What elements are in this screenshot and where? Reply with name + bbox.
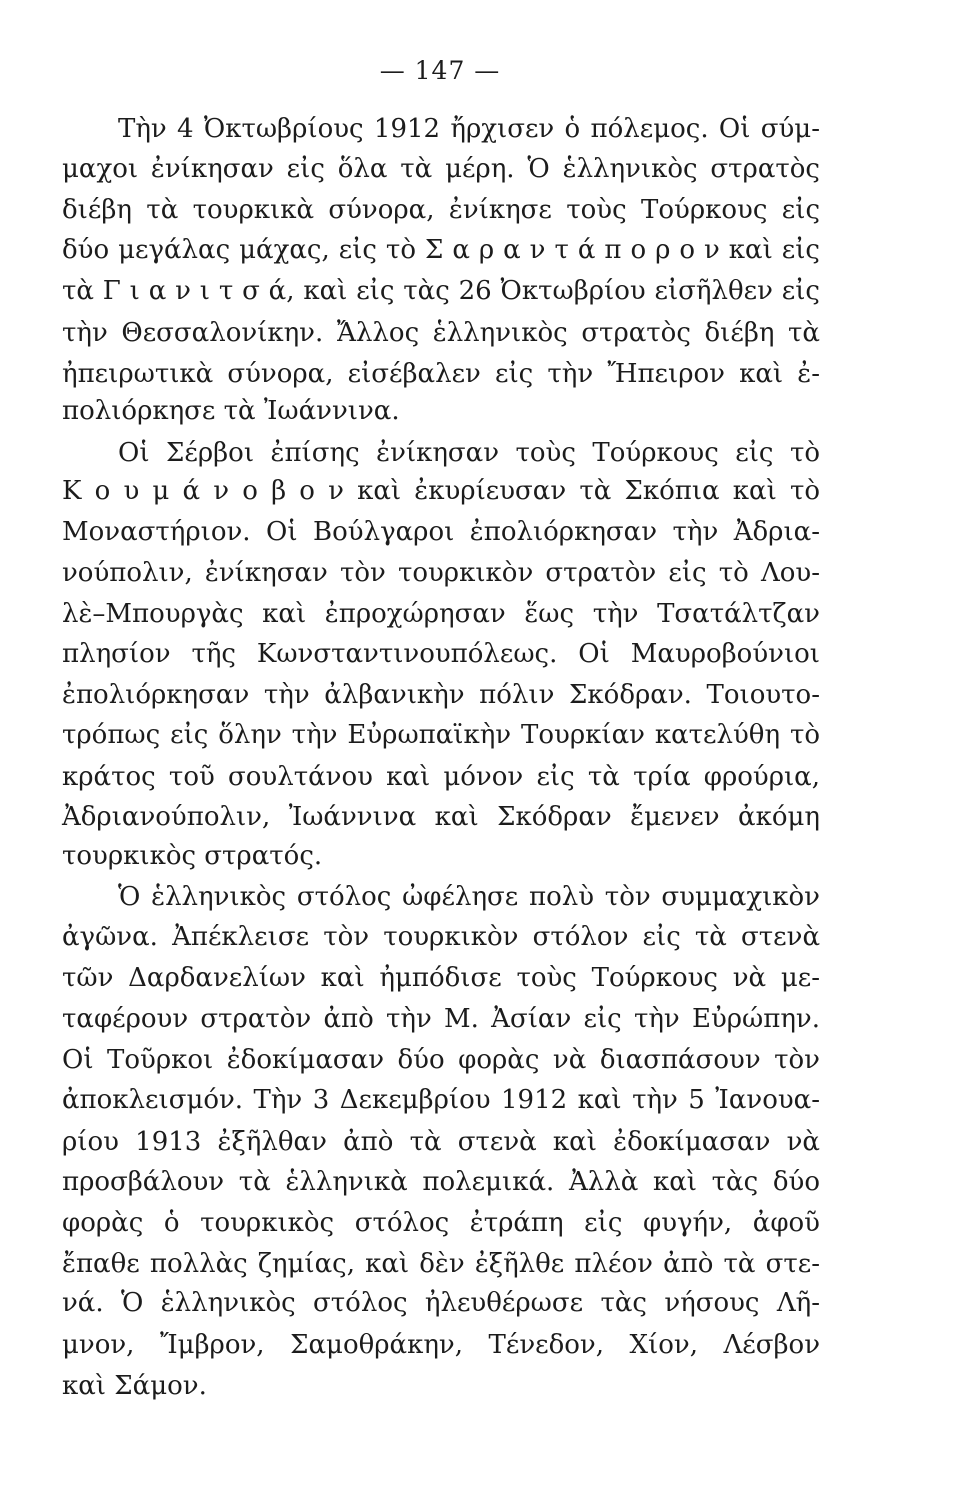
text-line: ρίου 1913 ἐξῆλθαν ἀπὸ τὰ στενὰ καὶ ἐδοκίμασαν νὰ xyxy=(62,1127,820,1157)
text-line: ἠπειρωτικὰ σύνορα, εἰσέβαλεν εἰς τὴν Ἤπειρον καὶ ἐ- xyxy=(62,359,820,389)
page-number: — 147 — xyxy=(379,56,501,85)
text-line: διέβη τὰ τουρκικὰ σύνορα, ἐνίκησε τοὺς Τούρκους εἰς xyxy=(62,195,820,225)
text-line: Τὴν 4 Ὀκτωβρίους 1912 ἤρχισεν ὁ πόλεμος. Οἱ σύμ- xyxy=(118,114,820,144)
text-line: πλησίον τῆς Κωνσταντινουπόλεως. Οἱ Μαυροβούνιοι xyxy=(62,639,820,669)
text-line: τῶν Δαρδανελίων καὶ ἠμπόδισε τοὺς Τούρκους νὰ με- xyxy=(62,963,820,993)
text-line: Μοναστήριον. Οἱ Βούλγαροι ἐπολιόρκησαν τὴν Ἀδρια- xyxy=(62,517,820,547)
text-line: Οἱ Σέρβοι ἐπίσης ἐνίκησαν τοὺς Τούρκους εἰς τὸ xyxy=(118,438,820,468)
text-line: πολιόρκησε τὰ Ἰωάννινα. xyxy=(62,396,400,426)
text-line: ταφέρουν στρατὸν ἀπὸ τὴν Μ. Ἀσίαν εἰς τὴν Εὐρώπην. xyxy=(62,1004,820,1034)
text-line: μνον, Ἴμβρον, Σαμοθράκην, Τένεδον, Χίον, Λέσβον xyxy=(62,1330,820,1360)
text-line: προσβάλουν τὰ ἑλληνικὰ πολεμικά. Ἀλλὰ καὶ τὰς δύο xyxy=(62,1167,820,1197)
text-line: τρόπως εἰς ὅλην τὴν Εὐρωπαϊκὴν Τουρκίαν κατελύθη τὸ xyxy=(62,720,820,750)
text-line: Κ ο υ μ ά ν ο β ο ν καὶ ἐκυρίευσαν τὰ Σκόπια καὶ τὸ xyxy=(62,476,820,506)
text-line: Ὁ ἑλληνικὸς στόλος ὠφέλησε πολὺ τὸν συμμαχικὸν xyxy=(118,882,820,912)
text-line: ἐπολιόρκησαν τὴν ἀλβανικὴν πόλιν Σκόδραν. Τοιουτο- xyxy=(62,680,820,710)
text-line: φορὰς ὁ τουρκικὸς στόλος ἐτράπη εἰς φυγήν, ἀφοῦ xyxy=(62,1208,820,1238)
text-line: Ἀδριανούπολιν, Ἰωάννινα καὶ Σκόδραν ἔμενεν ἀκόμη xyxy=(62,802,820,832)
text-line: λὲ–Μπουργὰς καὶ ἐπροχώρησαν ἕως τὴν Τσατάλτζαν xyxy=(62,599,820,629)
text-line: Οἱ Τοῦρκοι ἐδοκίμασαν δύο φορὰς νὰ διασπάσουν τὸν xyxy=(62,1045,820,1075)
text-line: τὰ Γ ι α ν ι τ σ ά, καὶ εἰς τὰς 26 Ὀκτωβρίου εἰσῆλθεν εἰς xyxy=(62,276,820,306)
text-line: ἔπαθε πολλὰς ζημίας, καὶ δὲν ἐξῆλθε πλέον ἀπὸ τὰ στε- xyxy=(62,1249,820,1279)
text-line: τουρκικὸς στρατός. xyxy=(62,841,323,871)
text-line: ἀποκλεισμόν. Τὴν 3 Δεκεμβρίου 1912 καὶ τὴν 5 Ἰανουα- xyxy=(62,1085,820,1115)
text-line: νά. Ὁ ἑλληνικὸς στόλος ἠλευθέρωσε τὰς νήσους Λῆ- xyxy=(62,1288,820,1318)
text-line: μαχοι ἐνίκησαν εἰς ὅλα τὰ μέρη. Ὁ ἑλληνικὸς στρατὸς xyxy=(62,154,820,184)
text-line: ἀγῶνα. Ἀπέκλεισε τὸν τουρκικὸν στόλον εἰς τὰ στενὰ xyxy=(62,922,820,952)
text-line: δύο μεγάλας μάχας, εἰς τὸ Σ α ρ α ν τ ά π ο ρ ο ν καὶ εἰς xyxy=(62,235,820,265)
text-line: νούπολιν, ἐνίκησαν τὸν τουρκικὸν στρατὸν εἰς τὸ Λου- xyxy=(62,558,820,588)
text-line: κράτος τοῦ σουλτάνου καὶ μόνον εἰς τὰ τρία φρούρια, xyxy=(62,762,820,792)
text-line: τὴν Θεσσαλονίκην. Ἄλλος ἑλληνικὸς στρατὸς διέβη τὰ xyxy=(62,318,820,348)
text-line: καὶ Σάμον. xyxy=(62,1371,207,1401)
